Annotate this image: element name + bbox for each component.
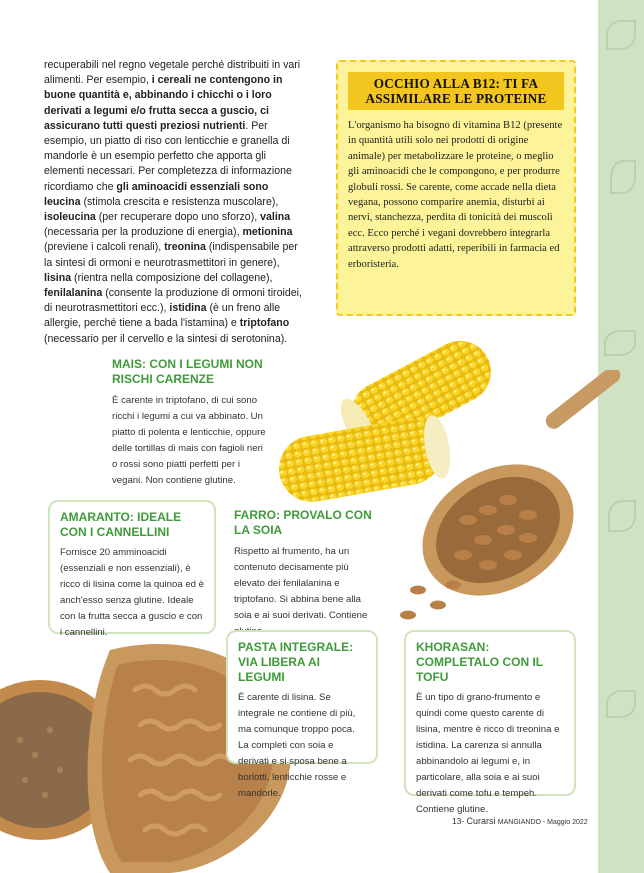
body-paragraph (44, 58, 306, 347)
body-text-fenilalanina: (consente la produzione di ormoni tiroidei, di neurotrasmettitori ecc.), (44, 287, 302, 315)
khorasan-title: KHORASAN: COMPLETALO CON IL TOFU (416, 640, 543, 684)
pasta-title: PASTA INTEGRALE: VIA LIBERA AI LEGUMI (238, 640, 354, 684)
farro-wooden-scoop-image (388, 370, 644, 630)
b12-title: OCCHIO ALLA B12: TI FA ASSIMILARE LE PROTEINE (348, 72, 564, 110)
body-text-bold-istidina: istidina (169, 302, 207, 315)
farro-section (234, 508, 380, 640)
body-text-bold-valina: valina (260, 211, 291, 224)
mais-section (112, 357, 266, 489)
pasta-body: È carente di lisina. Se integrale ne contiene di più, ma comunque troppo poca. La completi con soia e derivati e si sposa bene a borlotti, lenticchie rosse e mandorle. (238, 692, 356, 799)
body-text-intro: recuperabili nel regno vegetale perché distribuiti in vari alimenti. Per esempio, (44, 59, 301, 87)
farro-body: Rispetto al frumento, ha un contenuto decisamente più elevato dei fenilalanina e triptofano. Si abbina bene alla soia e ai suoi derivati. Contiene (234, 546, 368, 621)
footer-brand: Curarsi (466, 816, 496, 826)
body-text-bold-metionina: metionina (242, 226, 293, 239)
body-text-bold-lisina: lisina (44, 271, 72, 284)
pasta-integrale-card (226, 630, 378, 799)
amaranto-card (48, 500, 216, 638)
b12-callout-box (336, 60, 576, 316)
footer-issue: MANGIANDO - Maggio 2022 (497, 819, 588, 826)
farro-title: FARRO: PROVALO CON LA SOIA (234, 508, 372, 537)
body-text-bold-isoleucina: isoleucina (44, 211, 96, 224)
page-number: 13 (452, 816, 462, 826)
body-text-bold-cereali: i cereali ne contengono in buone quantità e, abbinando i chicchi o i loro derivati a legumi e/o frutta secca a guscio, ci assicurano tutti questi preziosi nutrienti (44, 74, 283, 132)
amaranto-title: AMARANTO: IDEALE CON I CANNELLINI (60, 510, 182, 539)
khorasan-card (404, 630, 576, 815)
khorasan-body: È un tipo di grano-frumento e quindi come questo carente di lisina, mentre è ricco di treonina e istidina. La carenza si annulla abbinandolo ai legumi e, in particolare, alla soia e ai suoi derivati come tofu e tempeh. Contiene glutine. (416, 692, 560, 815)
body-text-bold-treonina: treonina (164, 241, 206, 254)
body-text-isoleucina: (per recuperare dopo uno sforzo), (95, 211, 261, 224)
mais-title: MAIS: CON I LEGUMI NON RISCHI CARENZE (112, 357, 263, 386)
page-footer: 13- Curarsi MANGIANDO - Maggio 2022 (452, 816, 588, 826)
body-text-bold-leucina: gli aminoacidi essenziali sono leucina (44, 180, 269, 208)
body-text-leucina: (stimola crescita e resistenza muscolare), (80, 195, 279, 208)
body-text-valina: (necessaria per la produzione di energia), (44, 226, 243, 239)
body-text-metionina: (previene i calcoli renali), (44, 241, 165, 254)
body-text-bold-triptofano: triptofano (239, 317, 290, 330)
amaranto-body: Fornisce 20 amminoacidi (essenziali e non essenziali), è ricco di lisina come la quinoa ed è anch'esso senza glutine. Ideale con la frutta secca a guscio e con i cannellini. (60, 547, 204, 638)
body-text-istidina: (è un freno alle allergie, perché tiene a bada l'istamina) e (44, 302, 281, 330)
body-text-treonina: (indispensabile per la sintesi di ormoni e neurotrasmettitori in genere), (44, 241, 298, 269)
body-text-lisina: (rientra nella composizione del collagene), (71, 271, 273, 284)
mais-body: È carente in triptofano, di cui sono ricchi i legumi a cui va abbinato. Un piatto di polenta e lenticchie, oppure delle tortillas di mais con fagioli neri o rossi sono piatti perfetti per i vegani. Non contiene glutine. (112, 395, 266, 486)
body-text-riso: . Per esempio, un piatto di riso con lenticchie e granella di mandorle è un esempio perfetto che apporta gli elementi necessari. Per completezza di informazione ricordiamo che (44, 119, 292, 193)
body-text-triptofano: (necessario per il cervello e la sintesi di serotonina). (44, 332, 288, 345)
b12-body: L'organismo ha bisogno di vitamina B12 (presente in quantità utili solo nei prodotti di origine animale) per metabolizzare le proteine, o meglio gli aminoacidi che le compongono, e per produrre globuli rossi. Se carente, come accade nella dieta vegana, possono comparire anemia, disturbi ai nervi, stanchezza, perdita di tonicità dei muscoli ecc. Ecco perché i vegani dovrebbero integrarla attraverso prodotti adatti, reperibili in farmacia ed erboristeria. (348, 120, 563, 270)
body-text-bold-fenilalanina: fenilalanina (44, 287, 103, 300)
